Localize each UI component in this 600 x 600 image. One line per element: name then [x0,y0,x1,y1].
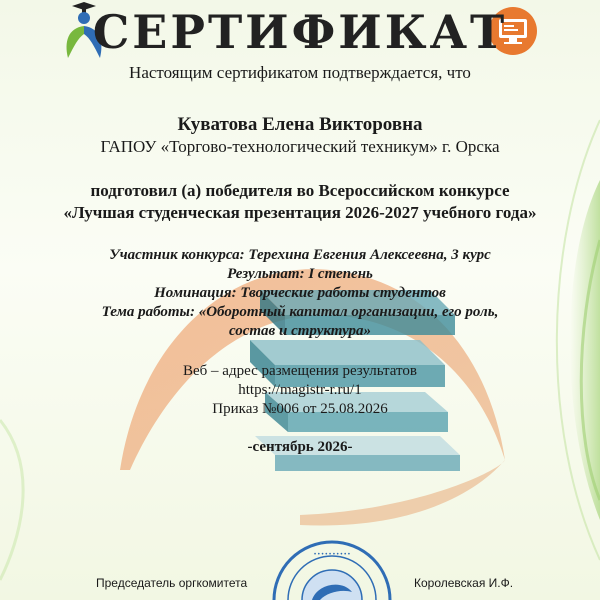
certificate-title: СЕРТИФИКАТ [92,5,508,59]
signer-name: Королевская И.Ф. [414,576,514,590]
issue-month: -сентябрь 2026- [247,439,353,455]
prepared-line: подготовил (а) победителя во Всероссийском конкурсе [90,181,510,200]
chair-label: Председатель оргкомитета [96,576,248,590]
svg-text:• • • • • • • • • •: • • • • • • • • • • [313,552,351,558]
intro-text: Настоящим сертификатом подтверждается, что [129,63,471,82]
recipient-name: Куватова Елена Викторовна [177,114,423,135]
topic-line: Тема работы: «Оборотный капитал организации, его роль, [101,304,499,320]
nomination-line: Номинация: Творческие работы студентов [154,285,446,301]
web-address-label: Веб – адрес размещения результатов [183,363,417,379]
official-seal-icon [272,534,392,600]
participant-line: Участник конкурса: Терехина Евгения Алексеевна, 3 курс [109,247,491,263]
competition-name: «Лучшая студенческая презентация 2026-2027 учебного года» [63,203,537,222]
results-link[interactable]: https://magistr-r.ru/1 [238,382,362,398]
organization-name: ГАПОУ «Торгово-технологический техникум» г. Орска [100,137,500,156]
topic-line-continued: состав и структура» [228,323,372,339]
order-number: Приказ №006 от 25.08.2026 [212,401,388,417]
result-line: Результат: I степень [227,266,373,282]
